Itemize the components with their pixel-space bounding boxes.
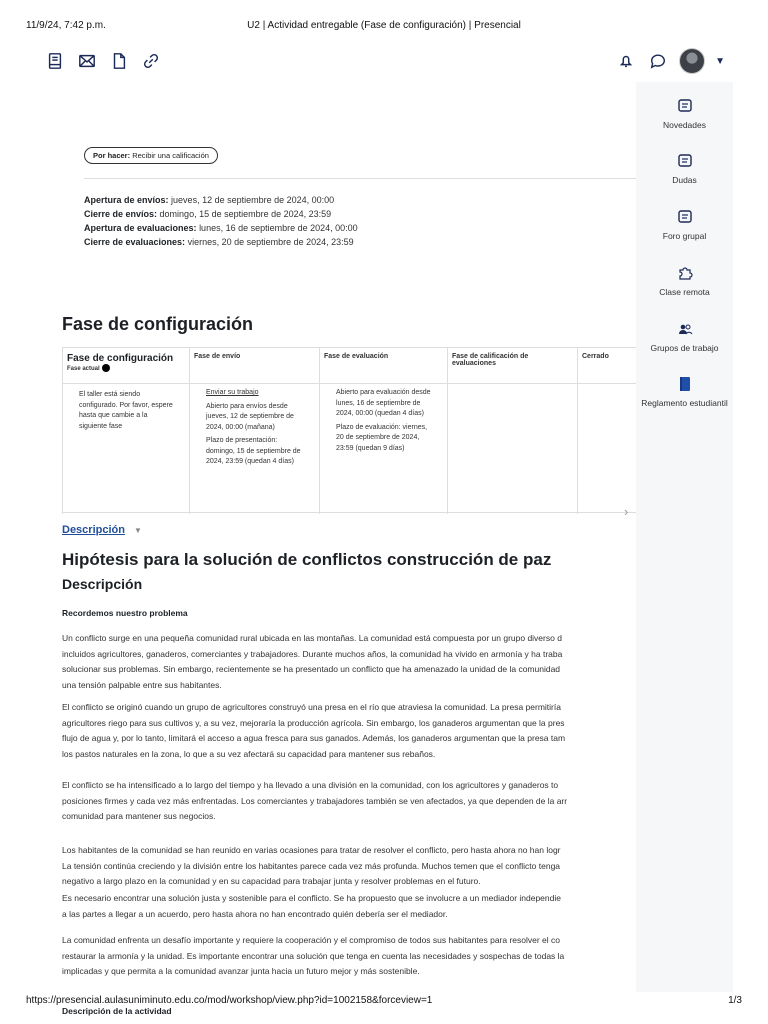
assessment-open-text: Abierto para evaluación desde lunes, 16 de septiembre de 2024, 00:00 (quedan 4 días) [336, 389, 431, 417]
sidebar-item-label: Grupos de trabajo [650, 343, 719, 353]
activity-description-heading: Descripción de la actividad [62, 1006, 172, 1016]
navbar [36, 40, 733, 82]
description-heading: Descripción [62, 576, 143, 592]
print-datetime: 11/9/24, 7:42 p.m. [26, 20, 106, 31]
section-title: Fase de configuración [62, 314, 254, 334]
paragraph: El conflicto se originó cuando un grupo de agricultores construyó una presa en el río que atraviesa la comunidad. La presa permitiría agricultores riego para sus cultivos y, a su vez, mejoraría la producción agrícola. Sin embargo, los ganaderos argumentan que la pres flujo de agua y, por lo tanto, limitará el acceso a agua fresca para sus ganados. Además, los ganaderos argumentan que la presa tam los pastos naturales en la zona, lo que a su vez afectará su capacidad para mantener sus rebaños. [62, 702, 566, 759]
chevron-down-icon[interactable]: ▼ [134, 526, 142, 535]
bell-icon[interactable] [615, 50, 637, 72]
print-footer [0, 992, 768, 1024]
sidebar-item-label: Foro grupal [662, 231, 707, 241]
sidebar-item-label: Reglamento estudiantil [641, 398, 728, 408]
sidebar-item-clase-remota[interactable] [636, 265, 733, 297]
sidebar-item-label: Dudas [672, 175, 697, 185]
phase-submission-title: Fase de envío [190, 348, 319, 384]
date-value: jueves, 12 de septiembre de 2024, 00:00 [171, 195, 335, 205]
date-row [84, 193, 358, 207]
phase-assessment [320, 348, 448, 514]
forum-icon [677, 153, 693, 169]
chevron-down-icon[interactable]: ▼ [715, 55, 725, 67]
phase-closed [578, 348, 636, 514]
phase-config-title: Fase de configuración [67, 353, 174, 364]
date-row [84, 207, 358, 221]
date-value: viernes, 20 de septiembre de 2024, 23:59 [187, 237, 354, 247]
sidebar-item-reglamento-estudiantil[interactable] [636, 376, 733, 408]
course-sidebar [636, 82, 733, 442]
puzzle-icon [677, 265, 693, 281]
phase-grading-title: Fase de calificación de evaluaciones [448, 348, 577, 384]
book-icon[interactable] [44, 50, 66, 72]
paragraph: Es necesario encontrar una solución justa y sostenible para el conflicto. Se ha propuesto que se involucre a un mediador independie a las partes a llegar a un acuerdo, pero hasta ahora no han encontrado quién debería ser el mediador. [62, 893, 561, 919]
phase-config-text: El taller está siendo configurado. Por favor, espere hasta que cambie a la siguiente fase [79, 391, 173, 430]
phase-config [62, 348, 190, 514]
file-icon[interactable] [108, 50, 130, 72]
book-icon [677, 376, 693, 392]
phase-grading [448, 348, 578, 514]
phase-table [62, 347, 636, 513]
phase-closed-title: Cerrado [578, 348, 636, 384]
todo-text: Recibir una calificación [132, 151, 209, 160]
sidebar-item-novedades[interactable] [636, 98, 733, 130]
forum-icon [677, 98, 693, 114]
sidebar-item-label: Clase remota [659, 287, 710, 297]
submit-work-link[interactable]: Enviar su trabajo [206, 389, 259, 396]
todo-badge [84, 147, 218, 164]
date-label: Cierre de envíos: [84, 209, 158, 219]
paragraph: El conflicto se ha intensificado a lo largo del tiempo y ha llevado a una división en la comunidad, con los agricultores y ganaderos to posiciones firmes y cada vez más enfrentadas. Los comerciantes y trabajadores también se ven afectados, ya que dependen de la arr comunidad para mantener sus negocios. [62, 780, 568, 821]
date-label: Cierre de evaluaciones: [84, 237, 186, 247]
divider [84, 178, 636, 179]
submission-open-text: Abierto para envíos desde jueves, 12 de septiembre de 2024, 00:00 (mañana) [206, 402, 294, 431]
chevron-right-icon[interactable]: › [624, 504, 629, 519]
date-value: domingo, 15 de septiembre de 2024, 23:59 [159, 209, 332, 219]
submission-deadline-text: Plazo de presentación: domingo, 15 de septiembre de 2024, 23:59 (quedan 4 días) [206, 437, 301, 465]
paragraph: Los habitantes de la comunidad se han reunido en varias ocasiones para tratar de resolver el conflicto, pero hasta ahora no han logr La tensión continúa creciendo y la división entre los habitantes parece cada vez más profunda. Muchos temen que el conflicto tenga negativo a largo plazo en la comunidad y en su capacidad para trabajar junta y resolver problemas en el futuro. [62, 845, 561, 886]
description-toggle[interactable]: Descripción [62, 524, 125, 536]
mail-icon[interactable] [76, 50, 98, 72]
current-phase-dot [102, 364, 110, 372]
forum-icon [677, 209, 693, 225]
activity-title: Hipótesis para la solución de conflictos construcción de paz [62, 550, 552, 569]
group-icon [677, 321, 693, 337]
problem-heading: Recordemos nuestro problema [62, 608, 188, 618]
todo-label: Por hacer: [93, 151, 131, 160]
date-label: Apertura de evaluaciones: [84, 223, 197, 233]
print-page-number: 1/3 [728, 995, 742, 1006]
avatar[interactable] [679, 48, 705, 74]
link-icon[interactable] [140, 50, 162, 72]
sidebar-item-foro-grupal[interactable] [636, 209, 733, 241]
sidebar-item-label: Novedades [662, 120, 706, 130]
sidebar-item-grupos-de-trabajo[interactable] [636, 321, 733, 353]
chat-icon[interactable] [647, 50, 669, 72]
paragraph: Un conflicto surge en una pequeña comunidad rural ubicada en las montañas. La comunidad está compuesta por un grupo diverso d incluidos agricultores, ganaderos, comerciantes y trabajadores. Durante muchos años, la comunidad ha vivido en armonía y ha traba solucionar sus problemas. Sin embargo, recientemente se ha presentado un conflicto que ha amenazado la unidad de la comunidad una tensión palpable entre sus habitantes. [62, 633, 563, 690]
print-doc-title: U2 | Actividad entregable (Fase de configuración) | Presencial [247, 20, 521, 31]
assessment-deadline-text: Plazo de evaluación: viernes, 20 de septiembre de 2024, 23:59 (quedan 9 días) [336, 423, 428, 452]
phase-submission [190, 348, 320, 514]
date-label: Apertura de envíos: [84, 195, 169, 205]
sidebar-item-dudas[interactable] [636, 153, 733, 185]
date-row [84, 221, 358, 235]
dates-list [84, 193, 358, 249]
phase-assessment-title: Fase de evaluación [320, 348, 447, 384]
print-header [0, 0, 768, 40]
print-url: https://presencial.aulasuniminuto.edu.co/mod/workshop/view.php?id=1002158&forceview=1 [26, 995, 433, 1006]
date-value: lunes, 16 de septiembre de 2024, 00:00 [199, 223, 358, 233]
paragraph: La comunidad enfrenta un desafío importante y requiere la cooperación y el compromiso de todos sus habitantes para resolver el co restaurar la armonía y la unidad. Es importante encontrar una solución que tenga en cuenta las necesidades y sospechas de todas la implicadas y que permita a la comunidad avanzar junta hacia un futuro mejor y más sostenible. [62, 935, 565, 976]
date-row [84, 235, 358, 249]
current-phase-label: Fase actual [67, 366, 100, 372]
